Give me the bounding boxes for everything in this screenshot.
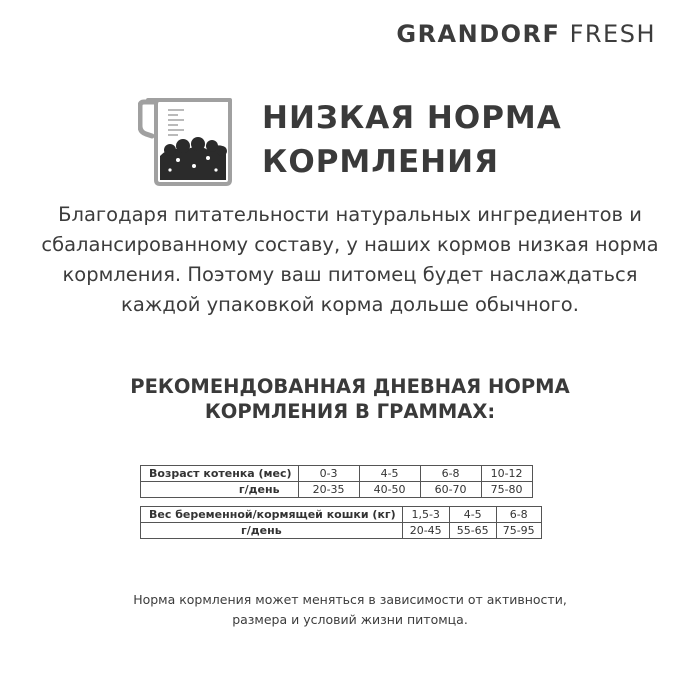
table-row [141,466,533,482]
table-row-header: г/день [141,482,299,498]
table-row [141,482,533,498]
brand-logo [396,20,656,48]
title-line-1: НИЗКАЯ НОРМА [262,100,562,136]
intro-line: Благодаря питательности натуральных ингредиентов и [58,203,642,226]
table-cell: 0-3 [298,466,359,482]
footnote-line-2: размера и условий жизни питомца. [232,612,468,627]
subtitle-line-1: РЕКОМЕНДОВАННАЯ ДНЕВНАЯ НОРМА [130,375,570,398]
footnote [0,590,700,630]
table-cell: 4-5 [449,507,496,523]
table-row [141,507,542,523]
table-row-header: Возраст котенка (мес) [141,466,299,482]
table-cell: 4-5 [359,466,420,482]
table-cell: 55-65 [449,523,496,539]
table-cell: 40-50 [359,482,420,498]
table-row [141,523,542,539]
table-cell: 6-8 [420,466,481,482]
measuring-cup-icon [138,96,234,186]
footnote-line-1: Норма кормления может меняться в зависимости от активности, [133,592,567,607]
section-subtitle [0,374,700,424]
title-line-2: КОРМЛЕНИЯ [262,144,499,180]
subtitle-line-2: КОРМЛЕНИЯ В ГРАММАХ: [204,400,496,423]
table-cell: 75-80 [481,482,532,498]
table-cell: 1,5-3 [402,507,449,523]
kitten-feeding-table [140,465,533,498]
brand-name-bold: GRANDORF [396,20,561,48]
table-cell: 60-70 [420,482,481,498]
table-cell: 75-95 [496,523,541,539]
table-cell: 10-12 [481,466,532,482]
table-cell: 20-45 [402,523,449,539]
table-cell: 6-8 [496,507,541,523]
intro-line: сбалансированному составу, у наших кормов низкая норма [41,233,659,256]
table-row-header: г/день [141,523,403,539]
intro-line: каждой упаковкой корма дольше обычного. [121,293,579,316]
table-cell: 20-35 [298,482,359,498]
intro-paragraph [20,200,680,320]
pregnant-cat-feeding-table [140,506,542,539]
intro-line: кормления. Поэтому ваш питомец будет наслаждаться [62,263,638,286]
page-title [262,96,562,184]
brand-name-light: FRESH [569,20,656,48]
table-row-header: Вес беременной/кормящей кошки (кг) [141,507,403,523]
